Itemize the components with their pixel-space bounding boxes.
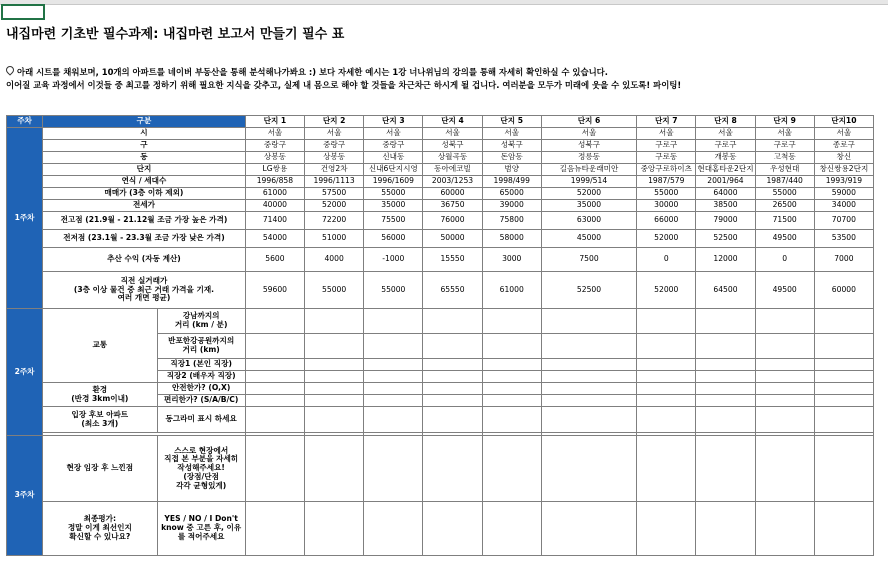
instruction-line-2: 이어질 교육 과정에서 이것들 중 최고를 정하기 위해 필요한 지식을 갖추고, 실제 내 몸으로 해야 할 것들을 차근차근 하시게 될 겁니다. 여러분을 모두가 미래에 웃을 수 있도록! 파이팅! xyxy=(6,80,682,90)
value-cell[interactable]: 35000 xyxy=(541,200,636,212)
header-category[interactable]: 구분 xyxy=(43,116,246,128)
value-cell[interactable]: 1996/1609 xyxy=(364,176,423,188)
value-cell[interactable]: 49500 xyxy=(755,272,814,309)
input-cell[interactable] xyxy=(696,436,755,502)
value-cell[interactable]: 동아에코빌 xyxy=(423,164,482,176)
input-cell[interactable] xyxy=(814,502,873,556)
header-complex-5[interactable]: 단지 5 xyxy=(482,116,541,128)
value-cell[interactable]: 건영2차 xyxy=(305,164,364,176)
value-cell[interactable]: 3000 xyxy=(482,248,541,272)
value-cell[interactable]: 신내6단지시영 xyxy=(364,164,423,176)
input-cell[interactable] xyxy=(245,436,304,502)
input-cell[interactable] xyxy=(814,359,873,371)
value-cell[interactable]: 34000 xyxy=(814,200,873,212)
input-cell[interactable] xyxy=(637,395,696,407)
value-cell[interactable]: 55000 xyxy=(637,188,696,200)
input-cell[interactable] xyxy=(696,383,755,395)
value-cell[interactable]: 55000 xyxy=(364,188,423,200)
input-cell[interactable] xyxy=(755,407,814,433)
input-cell[interactable] xyxy=(482,371,541,383)
header-complex-8[interactable]: 단지 8 xyxy=(696,116,755,128)
week-3-label[interactable]: 3주차 xyxy=(7,436,43,556)
value-cell[interactable]: 서울 xyxy=(814,128,873,140)
input-cell[interactable] xyxy=(482,334,541,359)
value-cell[interactable]: 52000 xyxy=(305,200,364,212)
value-cell[interactable]: 55000 xyxy=(755,188,814,200)
value-cell[interactable]: 70700 xyxy=(814,212,873,230)
input-cell[interactable] xyxy=(364,395,423,407)
input-cell[interactable] xyxy=(364,371,423,383)
value-cell[interactable]: 38500 xyxy=(696,200,755,212)
value-cell[interactable]: 57500 xyxy=(305,188,364,200)
row-label[interactable]: 시 xyxy=(43,128,246,140)
row-label[interactable]: 매매가 (3층 이하 제외) xyxy=(43,188,246,200)
selected-cell[interactable] xyxy=(1,4,45,20)
value-cell[interactable]: 12000 xyxy=(696,248,755,272)
value-cell[interactable]: 76000 xyxy=(423,212,482,230)
value-cell[interactable]: 26500 xyxy=(755,200,814,212)
input-cell[interactable] xyxy=(696,359,755,371)
input-cell[interactable] xyxy=(637,383,696,395)
week-2-label[interactable]: 2주차 xyxy=(7,309,43,436)
input-cell[interactable] xyxy=(364,334,423,359)
input-cell[interactable] xyxy=(423,334,482,359)
input-cell[interactable] xyxy=(755,309,814,334)
instruction-text-1: 아래 시트를 채워보며, 10개의 아파트를 네이버 부동산을 통해 분석해나가봐요 :) 보다 자세한 예시는 1강 너나위님의 강의를 통해 자세히 확인하실 수 있습니다. xyxy=(17,67,608,77)
value-cell[interactable]: 상봉동 xyxy=(245,152,304,164)
header-complex-4[interactable]: 단지 4 xyxy=(423,116,482,128)
input-cell[interactable] xyxy=(541,371,636,383)
input-cell[interactable] xyxy=(245,371,304,383)
value-cell[interactable]: 길음뉴타운래미안 xyxy=(541,164,636,176)
table-row xyxy=(7,188,874,200)
value-cell[interactable]: 36750 xyxy=(423,200,482,212)
value-cell[interactable]: 1993/919 xyxy=(814,176,873,188)
table-row xyxy=(7,164,874,176)
header-complex-2[interactable]: 단지 2 xyxy=(305,116,364,128)
value-cell[interactable]: 72200 xyxy=(305,212,364,230)
value-cell[interactable]: 0 xyxy=(637,248,696,272)
value-cell[interactable]: LG쌍용 xyxy=(245,164,304,176)
value-cell[interactable]: 75500 xyxy=(364,212,423,230)
table-row xyxy=(7,272,874,309)
table-row xyxy=(7,176,874,188)
value-cell[interactable]: 52500 xyxy=(541,272,636,309)
value-cell[interactable]: -1000 xyxy=(364,248,423,272)
input-cell[interactable] xyxy=(305,407,364,433)
input-cell[interactable] xyxy=(305,359,364,371)
value-cell[interactable]: 65550 xyxy=(423,272,482,309)
value-cell[interactable]: 52000 xyxy=(637,272,696,309)
value-cell[interactable]: 53500 xyxy=(814,230,873,248)
input-cell[interactable] xyxy=(364,359,423,371)
input-cell[interactable] xyxy=(423,395,482,407)
value-cell[interactable]: 돈암동 xyxy=(482,152,541,164)
value-cell[interactable]: 서울 xyxy=(482,128,541,140)
header-complex-7[interactable]: 단지 7 xyxy=(637,116,696,128)
row-label[interactable]: 단지 xyxy=(43,164,246,176)
value-cell[interactable]: 성북구 xyxy=(423,140,482,152)
environment-safe[interactable]: 안전한가? (O,X) xyxy=(157,383,245,395)
input-cell[interactable] xyxy=(755,334,814,359)
input-cell[interactable] xyxy=(423,436,482,502)
value-cell[interactable]: 54000 xyxy=(245,230,304,248)
table-row xyxy=(7,436,874,502)
value-cell[interactable]: 1996/858 xyxy=(245,176,304,188)
input-cell[interactable] xyxy=(755,502,814,556)
value-cell[interactable]: 5600 xyxy=(245,248,304,272)
field-feel-note[interactable]: 스스로 현장에서 직접 본 부분을 자세히 작성해주세요! (장점/단점 각각 균형있게) xyxy=(157,436,245,502)
value-cell[interactable]: 서울 xyxy=(245,128,304,140)
input-cell[interactable] xyxy=(364,383,423,395)
value-cell[interactable]: 60000 xyxy=(814,272,873,309)
value-cell[interactable]: 30000 xyxy=(637,200,696,212)
input-cell[interactable] xyxy=(755,371,814,383)
environment-convenient[interactable]: 편리한가? (S/A/B/C) xyxy=(157,395,245,407)
input-cell[interactable] xyxy=(482,395,541,407)
table-row xyxy=(7,383,874,395)
field-feel-label[interactable]: 현장 임장 후 느낀점 xyxy=(43,436,157,502)
environment-label[interactable]: 환경 (반경 3km이내) xyxy=(43,383,157,407)
input-cell[interactable] xyxy=(696,309,755,334)
value-cell[interactable]: 55000 xyxy=(305,272,364,309)
input-cell[interactable] xyxy=(814,436,873,502)
table-row xyxy=(7,407,874,433)
input-cell[interactable] xyxy=(305,334,364,359)
input-cell[interactable] xyxy=(482,407,541,433)
table-row xyxy=(7,212,874,230)
input-cell[interactable] xyxy=(364,436,423,502)
input-cell[interactable] xyxy=(637,502,696,556)
input-cell[interactable] xyxy=(305,436,364,502)
value-cell[interactable]: 우성현대 xyxy=(755,164,814,176)
input-cell[interactable] xyxy=(305,502,364,556)
input-cell[interactable] xyxy=(245,334,304,359)
input-cell[interactable] xyxy=(305,383,364,395)
value-cell[interactable]: 79000 xyxy=(696,212,755,230)
input-cell[interactable] xyxy=(423,502,482,556)
value-cell[interactable]: 종로구 xyxy=(814,140,873,152)
value-cell[interactable]: 정릉동 xyxy=(541,152,636,164)
table-row xyxy=(7,200,874,212)
value-cell[interactable]: 61000 xyxy=(245,188,304,200)
value-cell[interactable]: 50000 xyxy=(423,230,482,248)
input-cell[interactable] xyxy=(541,359,636,371)
value-cell[interactable]: 71400 xyxy=(245,212,304,230)
candidate-note[interactable]: 동그라미 표시 하세요 xyxy=(157,407,245,433)
value-cell[interactable]: 신내동 xyxy=(364,152,423,164)
value-cell[interactable]: 56000 xyxy=(364,230,423,248)
row-label[interactable]: 연식 / 세대수 xyxy=(43,176,246,188)
input-cell[interactable] xyxy=(423,309,482,334)
value-cell[interactable]: 상월곡동 xyxy=(423,152,482,164)
value-cell[interactable]: 49500 xyxy=(755,230,814,248)
input-cell[interactable] xyxy=(637,436,696,502)
value-cell[interactable]: 59600 xyxy=(245,272,304,309)
value-cell[interactable]: 서울 xyxy=(755,128,814,140)
value-cell[interactable]: 1987/579 xyxy=(637,176,696,188)
table-row xyxy=(7,502,874,556)
header-complex-1[interactable]: 단지 1 xyxy=(245,116,304,128)
value-cell[interactable]: 중랑구 xyxy=(364,140,423,152)
table-row xyxy=(7,140,874,152)
input-cell[interactable] xyxy=(814,309,873,334)
final-eval-note[interactable]: YES / NO / I Don't know 중 고른 후, 이유 를 적어주세요 xyxy=(157,502,245,556)
transport-label[interactable]: 교통 xyxy=(43,309,157,383)
value-cell[interactable]: 63000 xyxy=(541,212,636,230)
input-cell[interactable] xyxy=(755,383,814,395)
value-cell[interactable]: 4000 xyxy=(305,248,364,272)
final-eval-label[interactable]: 최종평가: 정말 이게 최선인지 확신할 수 있나요? xyxy=(43,502,157,556)
input-cell[interactable] xyxy=(482,359,541,371)
input-cell[interactable] xyxy=(364,502,423,556)
value-cell[interactable]: 60000 xyxy=(423,188,482,200)
row-label[interactable]: 추산 수익 (자동 계산) xyxy=(43,248,246,272)
input-cell[interactable] xyxy=(696,502,755,556)
value-cell[interactable]: 61000 xyxy=(482,272,541,309)
input-cell[interactable] xyxy=(541,334,636,359)
value-cell[interactable]: 1998/499 xyxy=(482,176,541,188)
value-cell[interactable]: 창신 xyxy=(814,152,873,164)
input-cell[interactable] xyxy=(245,395,304,407)
value-cell[interactable]: 52500 xyxy=(696,230,755,248)
value-cell[interactable]: 39000 xyxy=(482,200,541,212)
input-cell[interactable] xyxy=(814,371,873,383)
transport-work1[interactable]: 직장1 (본인 직장) xyxy=(157,359,245,371)
value-cell[interactable]: 51000 xyxy=(305,230,364,248)
table-row xyxy=(7,309,874,334)
value-cell[interactable]: 서울 xyxy=(637,128,696,140)
sheet-title: 내집마련 기초반 필수과제: 내집마련 보고서 만들기 필수 표 xyxy=(6,27,345,42)
value-cell[interactable]: 35000 xyxy=(364,200,423,212)
value-cell[interactable]: 1987/440 xyxy=(755,176,814,188)
input-cell[interactable] xyxy=(541,436,636,502)
input-cell[interactable] xyxy=(755,436,814,502)
value-cell[interactable]: 64000 xyxy=(696,188,755,200)
input-cell[interactable] xyxy=(482,502,541,556)
value-cell[interactable]: 창신쌍용2단지 xyxy=(814,164,873,176)
input-cell[interactable] xyxy=(245,383,304,395)
input-cell[interactable] xyxy=(245,407,304,433)
row-label[interactable]: 동 xyxy=(43,152,246,164)
input-cell[interactable] xyxy=(305,371,364,383)
value-cell[interactable]: 범양 xyxy=(482,164,541,176)
input-cell[interactable] xyxy=(364,407,423,433)
table-row xyxy=(7,230,874,248)
value-cell[interactable]: 58000 xyxy=(482,230,541,248)
value-cell[interactable]: 55000 xyxy=(364,272,423,309)
input-cell[interactable] xyxy=(696,334,755,359)
value-cell[interactable]: 성북구 xyxy=(541,140,636,152)
value-cell[interactable]: 개봉동 xyxy=(696,152,755,164)
value-cell[interactable]: 서울 xyxy=(541,128,636,140)
row-label[interactable]: 직전 실거래가 (3층 이상 물건 중 최근 거래 가격을 기재. 여러 개면 평균) xyxy=(43,272,246,309)
input-cell[interactable] xyxy=(696,395,755,407)
header-week[interactable]: 주차 xyxy=(7,116,43,128)
table-row xyxy=(7,152,874,164)
value-cell[interactable]: 1996/1113 xyxy=(305,176,364,188)
input-cell[interactable] xyxy=(541,383,636,395)
row-label[interactable]: 구 xyxy=(43,140,246,152)
value-cell[interactable]: 59000 xyxy=(814,188,873,200)
report-table xyxy=(6,115,874,556)
value-cell[interactable]: 구로구 xyxy=(696,140,755,152)
value-cell[interactable]: 서울 xyxy=(364,128,423,140)
transport-gangnam[interactable]: 강남까지의 거리 (km / 분) xyxy=(157,309,245,334)
value-cell[interactable]: 7000 xyxy=(814,248,873,272)
value-cell[interactable]: 1999/514 xyxy=(541,176,636,188)
value-cell[interactable]: 현대홈타운2단지 xyxy=(696,164,755,176)
input-cell[interactable] xyxy=(423,383,482,395)
value-cell[interactable]: 52000 xyxy=(541,188,636,200)
input-cell[interactable] xyxy=(541,502,636,556)
value-cell[interactable]: 중랑구 xyxy=(305,140,364,152)
row-label[interactable]: 전세가 xyxy=(43,200,246,212)
value-cell[interactable]: 64500 xyxy=(696,272,755,309)
input-cell[interactable] xyxy=(637,334,696,359)
week-1-label[interactable]: 1주차 xyxy=(7,128,43,309)
value-cell[interactable]: 40000 xyxy=(245,200,304,212)
input-cell[interactable] xyxy=(482,436,541,502)
value-cell[interactable]: 상봉동 xyxy=(305,152,364,164)
column-header-strip xyxy=(0,0,888,5)
value-cell[interactable]: 2003/1253 xyxy=(423,176,482,188)
input-cell[interactable] xyxy=(755,359,814,371)
row-label[interactable]: 전저점 (23.1월 - 23.3월 조금 가장 낮은 가격) xyxy=(43,230,246,248)
table-row xyxy=(7,128,874,140)
input-cell[interactable] xyxy=(541,395,636,407)
candidate-label[interactable]: 입장 후보 아파트 (최소 3개) xyxy=(43,407,157,433)
table-row xyxy=(7,116,874,128)
value-cell[interactable]: 0 xyxy=(755,248,814,272)
value-cell[interactable]: 고척동 xyxy=(755,152,814,164)
value-cell[interactable]: 중앙구로하이츠 xyxy=(637,164,696,176)
input-cell[interactable] xyxy=(696,371,755,383)
transport-work2[interactable]: 직장2 (배우자 직장) xyxy=(157,371,245,383)
input-cell[interactable] xyxy=(541,309,636,334)
input-cell[interactable] xyxy=(423,371,482,383)
input-cell[interactable] xyxy=(637,359,696,371)
transport-banpo[interactable]: 반포한강공원까지의 거리 (km) xyxy=(157,334,245,359)
value-cell[interactable]: 서울 xyxy=(305,128,364,140)
value-cell[interactable]: 15550 xyxy=(423,248,482,272)
input-cell[interactable] xyxy=(814,334,873,359)
input-cell[interactable] xyxy=(755,395,814,407)
input-cell[interactable] xyxy=(245,359,304,371)
value-cell[interactable]: 중랑구 xyxy=(245,140,304,152)
value-cell[interactable]: 2001/964 xyxy=(696,176,755,188)
header-complex-6[interactable]: 단지 6 xyxy=(541,116,636,128)
value-cell[interactable]: 구로동 xyxy=(637,152,696,164)
input-cell[interactable] xyxy=(541,407,636,433)
input-cell[interactable] xyxy=(637,371,696,383)
input-cell[interactable] xyxy=(305,395,364,407)
pin-icon xyxy=(4,64,15,75)
value-cell[interactable]: 71500 xyxy=(755,212,814,230)
value-cell[interactable]: 45000 xyxy=(541,230,636,248)
value-cell[interactable]: 7500 xyxy=(541,248,636,272)
input-cell[interactable] xyxy=(637,407,696,433)
value-cell[interactable]: 75800 xyxy=(482,212,541,230)
input-cell[interactable] xyxy=(482,383,541,395)
value-cell[interactable]: 서울 xyxy=(423,128,482,140)
input-cell[interactable] xyxy=(245,502,304,556)
table-row xyxy=(7,248,874,272)
header-complex-10[interactable]: 단지10 xyxy=(814,116,873,128)
input-cell[interactable] xyxy=(814,407,873,433)
header-complex-9[interactable]: 단지 9 xyxy=(755,116,814,128)
value-cell[interactable]: 성북구 xyxy=(482,140,541,152)
input-cell[interactable] xyxy=(364,309,423,334)
value-cell[interactable]: 65000 xyxy=(482,188,541,200)
value-cell[interactable]: 구로구 xyxy=(755,140,814,152)
value-cell[interactable]: 66000 xyxy=(637,212,696,230)
input-cell[interactable] xyxy=(814,383,873,395)
row-label[interactable]: 전고점 (21.9월 - 21.12월 조금 가장 높은 가격) xyxy=(43,212,246,230)
instruction-line-1 xyxy=(6,66,608,78)
input-cell[interactable] xyxy=(814,395,873,407)
input-cell[interactable] xyxy=(423,407,482,433)
input-cell[interactable] xyxy=(696,407,755,433)
value-cell[interactable]: 구로구 xyxy=(637,140,696,152)
header-complex-3[interactable]: 단지 3 xyxy=(364,116,423,128)
input-cell[interactable] xyxy=(482,309,541,334)
input-cell[interactable] xyxy=(305,309,364,334)
input-cell[interactable] xyxy=(245,309,304,334)
input-cell[interactable] xyxy=(423,359,482,371)
value-cell[interactable]: 52000 xyxy=(637,230,696,248)
value-cell[interactable]: 서울 xyxy=(696,128,755,140)
input-cell[interactable] xyxy=(637,309,696,334)
